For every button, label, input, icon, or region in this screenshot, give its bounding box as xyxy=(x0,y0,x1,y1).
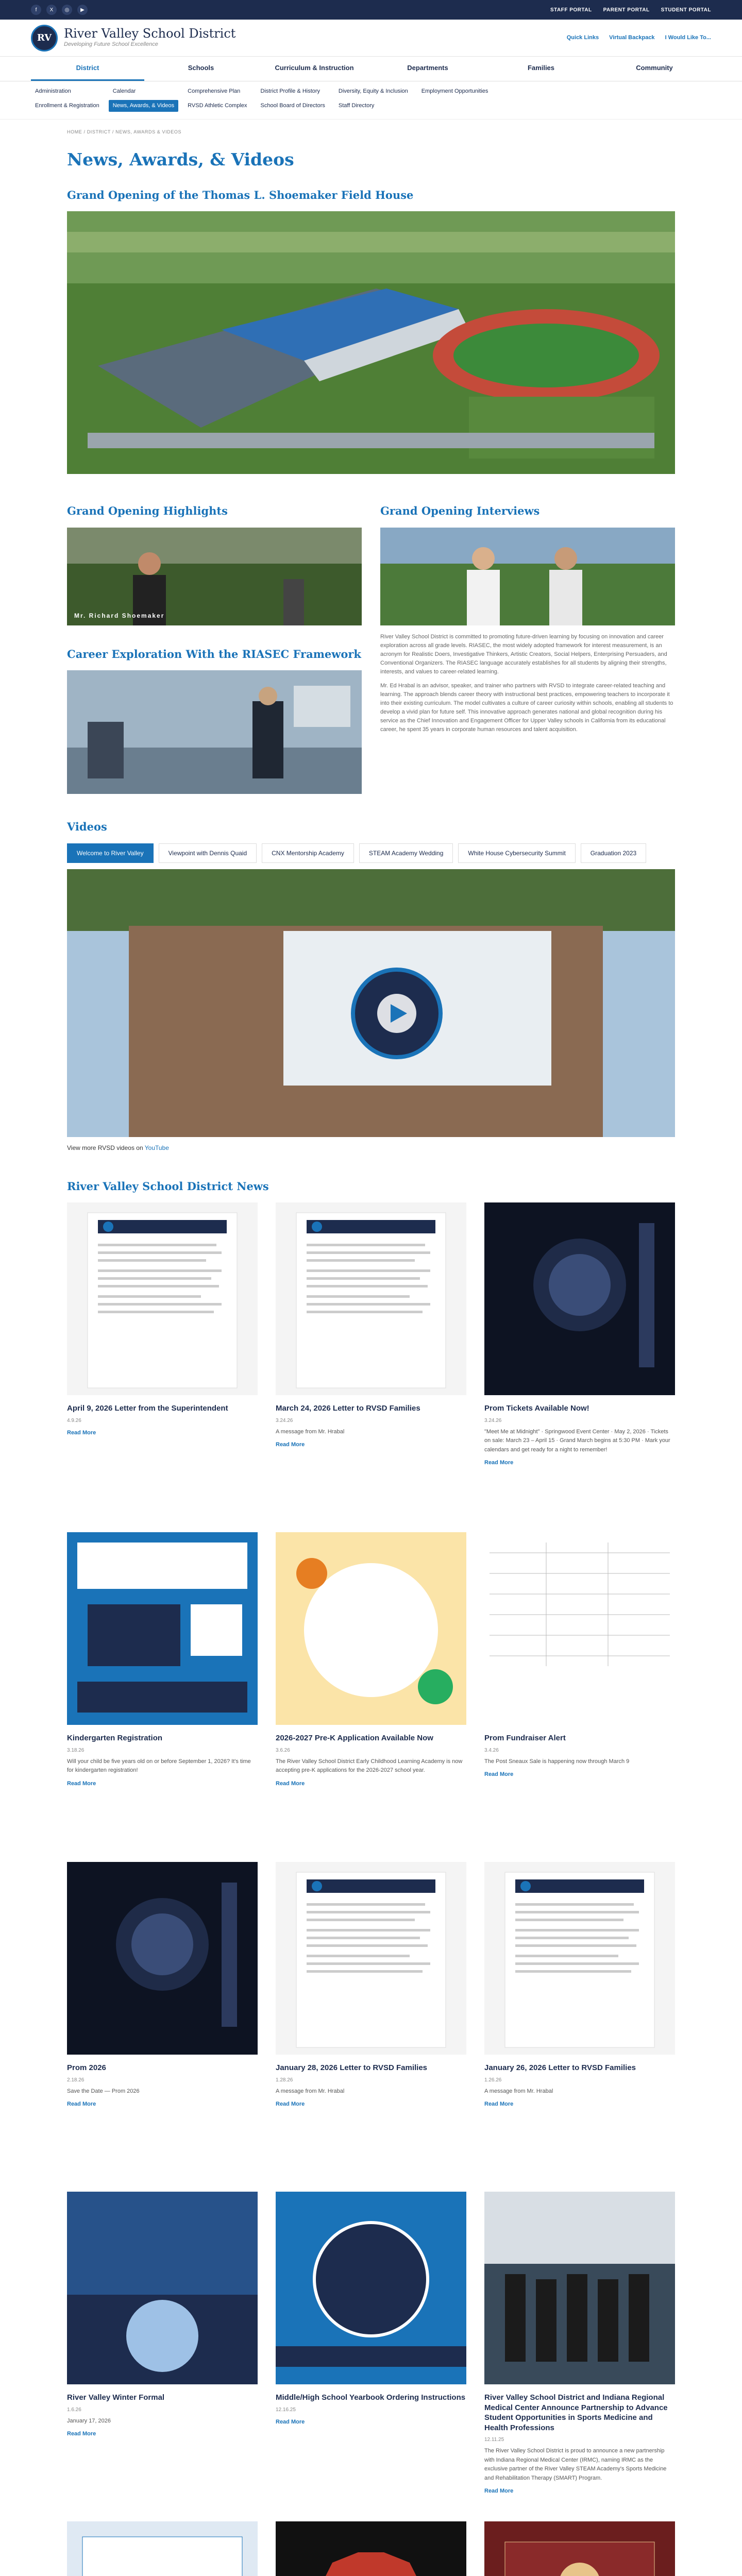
news-card-summary: A message from Mr. Hrabal xyxy=(484,2088,553,2094)
news-card-date: 3.6.26 xyxy=(276,1747,290,1753)
parent-portal-link[interactable]: PARENT PORTAL xyxy=(603,7,650,13)
news-card-summary: A message from Mr. Hrabal xyxy=(276,2088,345,2094)
news-card-summary: Will your child be five years old on or before September 1, 2026? It's time for kindergarten registration! xyxy=(67,1758,251,1774)
nav-district[interactable]: District xyxy=(31,57,144,81)
subnav-item[interactable]: School Board of Directors xyxy=(260,103,325,109)
news-card-illustration xyxy=(276,1532,466,1725)
read-more-link[interactable]: Read More xyxy=(67,2101,96,2108)
staff-portal-link[interactable]: STAFF PORTAL xyxy=(550,7,592,13)
news-card-image[interactable] xyxy=(484,2192,675,2384)
news-card-date: 12.16.25 xyxy=(276,2406,296,2413)
read-more-link[interactable]: Read More xyxy=(484,1771,514,1778)
read-more-link[interactable]: Read More xyxy=(67,2431,96,2437)
news-card-date: 3.24.26 xyxy=(276,1417,293,1423)
instagram-icon[interactable]: ◎ xyxy=(62,5,72,15)
district-subnav xyxy=(0,81,742,120)
news-card-summary: "Meet Me at Midnight" · Springwood Event Center · May 2, 2026 · Tickets on sale: March 23 – April 15 · Grand March begins at 5:30 PM · Mark your calendars and get ready for a night to remember! xyxy=(484,1428,670,1453)
news-card-title[interactable]: Kindergarten Registration xyxy=(67,1734,163,1742)
news-card-summary: The River Valley School District is proud to announce a new partnership with Indiana Regional Medical Center (IRMC), naming IRMC as the exclusive partner of the River Valley STEAM Academy's Sports Medicine and Rehabilitation Therapy (SMART) Program. xyxy=(484,2448,667,2481)
read-more-link[interactable]: Read More xyxy=(276,1780,305,1787)
news-card-image[interactable] xyxy=(67,2192,258,2384)
news-card-illustration xyxy=(67,1532,258,1725)
news-card[interactable] xyxy=(484,2192,675,2521)
page-title: News, Awards, & Videos xyxy=(67,149,294,170)
utility-menu xyxy=(567,33,711,42)
youtube-prefix: View more RVSD videos on xyxy=(67,1144,145,1151)
news-title: River Valley School District News xyxy=(67,1179,269,1193)
news-card-summary: A message from Mr. Hrabal xyxy=(276,1428,345,1435)
riasec-paragraph-2: Mr. Ed Hrabal is an advisor, speaker, and trainer who partners with RVSD to integrate career-related teaching and learning. The approach blends career theory with instructional best practices, empowering teachers to incorporate it into their existing curriculum. The model cultivates a culture of career curiosity within schools, enabling all students to develop a vivid plan for future self. This innovative approach generates national and global recognition during his service as the Chief Innovation and Engagement Officer for Upper Valley schools in California from its educational career, he spent 35 years in corporate human resources and talent acquisition. xyxy=(380,682,673,733)
news-card-date: 1.26.26 xyxy=(484,2077,502,2083)
video-frame-illustration xyxy=(67,869,675,1137)
news-card[interactable] xyxy=(276,2192,466,2521)
news-card[interactable] xyxy=(67,2521,258,2576)
district-tagline: Developing Future School Excellence xyxy=(64,41,158,48)
news-card-illustration xyxy=(484,2521,675,2576)
subnav-item[interactable]: Comprehensive Plan xyxy=(188,88,241,94)
news-card-image[interactable] xyxy=(484,2521,675,2576)
nav-departments[interactable]: Departments xyxy=(407,64,448,72)
news-card-date: 1.6.26 xyxy=(67,2406,81,2413)
news-card-summary: The River Valley School District Early Childhood Learning Academy is now accepting pre-K applications for the 2026-2027 school year. xyxy=(276,1758,463,1774)
nav-curriculum[interactable]: Curriculum & Instruction xyxy=(275,64,354,72)
news-card[interactable] xyxy=(484,1202,675,1532)
news-card-title[interactable]: January 26, 2026 Letter to RVSD Families xyxy=(484,2063,636,2072)
tab-welcome[interactable]: Welcome to River Valley xyxy=(67,843,154,863)
read-more-link[interactable]: Read More xyxy=(276,2418,305,2425)
subnav-item[interactable]: RVSD Athletic Complex xyxy=(188,103,247,109)
classroom-illustration xyxy=(67,670,362,794)
riasec-paragraph-1: River Valley School District is committed to promoting future-driven learning by focusing on innovation and career exploration across all grade levels. RIASEC, the most widely adopted framework for interest measurement, is an acronym for Realistic Doers, Investigative Thinkers, Artistic Creators, Social Helpers, Enterprising Persuaders, and Conventional Organizers. The RIASEC language accurately establishes for all students by aligning their strengths, interests, and values to career-related learning. xyxy=(380,633,667,675)
news-card-summary: January 17, 2026 xyxy=(67,2417,111,2424)
tab-viewpoint[interactable]: Viewpoint with Dennis Quaid xyxy=(159,843,257,863)
news-card-date: 2.18.26 xyxy=(67,2077,85,2083)
aerial-illustration xyxy=(67,211,675,474)
top-utility-bar xyxy=(0,0,742,20)
news-card-title[interactable]: Middle/High School Yearbook Ordering Instructions xyxy=(276,2393,466,2402)
grand-opening-media xyxy=(67,503,675,794)
read-more-link[interactable]: Read More xyxy=(484,1460,514,1466)
news-card[interactable] xyxy=(67,1862,258,2192)
highlights-video-thumb[interactable] xyxy=(67,528,362,625)
virtual-backpack-menu[interactable]: Virtual Backpack xyxy=(609,35,655,41)
youtube-line xyxy=(67,1143,675,1153)
news-card-title[interactable]: April 9, 2026 Letter from the Superintendent xyxy=(67,1404,228,1413)
news-card[interactable] xyxy=(276,1202,466,1532)
field-house-aerial-image xyxy=(67,211,675,474)
subnav-item[interactable]: Staff Directory xyxy=(338,103,375,109)
news-card-image[interactable] xyxy=(484,1202,675,1395)
news-card-image[interactable] xyxy=(276,1862,466,2055)
news-card-title[interactable]: March 24, 2026 Letter to RVSD Families xyxy=(276,1404,420,1413)
news-card-summary: The Post Sneaux Sale is happening now through March 9 xyxy=(484,1758,630,1765)
quick-links-menu[interactable]: Quick Links xyxy=(566,35,599,41)
interviews-illustration xyxy=(380,528,675,625)
videos-title: Videos xyxy=(67,820,107,833)
news-card-date: 12.11.25 xyxy=(484,2437,504,2443)
riasec-video-thumb[interactable] xyxy=(67,670,362,794)
news-card-title[interactable]: Prom 2026 xyxy=(67,2063,106,2072)
site-brand[interactable] xyxy=(31,25,235,52)
tab-steam-wedding[interactable]: STEAM Academy Wedding xyxy=(359,843,453,863)
read-more-link[interactable]: Read More xyxy=(484,2101,514,2108)
subnav-item[interactable]: District Profile & History xyxy=(260,88,321,94)
news-card-title[interactable]: River Valley Winter Formal xyxy=(67,2393,165,2402)
breadcrumb[interactable]: HOME / DISTRICT / NEWS, AWARDS & VIDEOS xyxy=(67,129,182,134)
read-more-link[interactable]: Read More xyxy=(67,1780,96,1787)
subnav-item-news-active[interactable]: News, Awards, & Videos xyxy=(109,100,178,112)
district-name: River Valley School District xyxy=(64,26,236,41)
news-card-image[interactable] xyxy=(67,1202,258,1395)
news-card[interactable] xyxy=(484,1532,675,1862)
news-card[interactable] xyxy=(67,1202,258,1532)
brand-bar xyxy=(0,20,742,57)
student-portal-link[interactable]: STUDENT PORTAL xyxy=(661,7,711,13)
news-card[interactable] xyxy=(67,1532,258,1862)
news-grid xyxy=(67,1202,675,2576)
read-more-link[interactable]: Read More xyxy=(67,1429,96,1436)
news-card-illustration xyxy=(67,1202,258,1395)
news-card-image[interactable] xyxy=(67,1862,258,2055)
riasec-title: Career Exploration With the RIASEC Framework xyxy=(67,647,361,660)
news-card-illustration xyxy=(67,2192,258,2384)
highlights-title: Grand Opening Highlights xyxy=(67,504,228,517)
news-card[interactable] xyxy=(276,1532,466,1862)
news-card-date: 3.18.26 xyxy=(67,1747,85,1753)
hero-title: Grand Opening of the Thomas L. Shoemaker Field House xyxy=(67,188,414,201)
news-card-title[interactable]: Prom Fundraiser Alert xyxy=(484,1734,566,1742)
nav-community[interactable]: Community xyxy=(636,64,673,72)
news-card-title[interactable]: Prom Tickets Available Now! xyxy=(484,1404,589,1413)
news-card-image[interactable] xyxy=(484,1862,675,2055)
district-logo: RV xyxy=(31,25,58,52)
news-card-date: 4.9.26 xyxy=(67,1417,81,1423)
interviews-title: Grand Opening Interviews xyxy=(380,504,540,517)
news-card-illustration xyxy=(276,1862,466,2055)
video-tabs xyxy=(67,843,675,863)
news-card[interactable] xyxy=(67,2192,258,2521)
news-card-illustration xyxy=(276,1202,466,1395)
news-card-date: 3.24.26 xyxy=(484,1417,502,1423)
interviews-video-thumb[interactable] xyxy=(380,528,675,625)
read-more-link[interactable]: Read More xyxy=(276,1442,305,1448)
tab-graduation[interactable]: Graduation 2023 xyxy=(581,843,646,863)
news-card-image[interactable] xyxy=(67,1532,258,1725)
subnav-item[interactable]: Calendar xyxy=(112,88,136,94)
news-card-image[interactable] xyxy=(276,2521,466,2576)
news-card-illustration xyxy=(276,2192,466,2384)
subnav-item[interactable]: Employment Opportunities xyxy=(421,88,488,94)
news-card-title[interactable]: River Valley School District and Indiana Regional Medical Center Announce Partnership to Advance Student Opportunities in Sports Medicine and Health Professions xyxy=(484,2393,668,2432)
subnav-item[interactable]: Enrollment & Registration xyxy=(35,103,99,109)
news-card-illustration xyxy=(484,1532,675,1725)
news-card-illustration xyxy=(484,1862,675,2055)
news-card-date: 3.4.26 xyxy=(484,1747,499,1753)
nav-families[interactable]: Families xyxy=(527,64,555,72)
main-navigation xyxy=(0,57,742,81)
news-card-image[interactable] xyxy=(276,1532,466,1725)
tab-cnx[interactable]: CNX Mentorship Academy xyxy=(262,843,354,863)
subnav-item[interactable]: Diversity, Equity & Inclusion xyxy=(338,88,408,94)
news-card[interactable] xyxy=(484,2521,675,2576)
news-card-illustration xyxy=(67,1862,258,2055)
subnav-item[interactable]: Administration xyxy=(35,88,71,94)
portal-links xyxy=(550,6,711,14)
news-card[interactable] xyxy=(276,2521,466,2576)
youtube-link[interactable]: YouTube xyxy=(144,1144,169,1151)
news-card-illustration xyxy=(67,2521,258,2576)
news-card-title[interactable]: January 28, 2026 Letter to RVSD Families xyxy=(276,2063,428,2072)
read-more-link[interactable]: Read More xyxy=(484,2488,514,2495)
read-more-link[interactable]: Read More xyxy=(276,2101,305,2108)
news-card-title[interactable]: 2026-2027 Pre-K Application Available Now xyxy=(276,1734,433,1742)
news-card[interactable] xyxy=(276,1862,466,2192)
news-card-image[interactable] xyxy=(276,1202,466,1395)
highlights-caption: Mr. Richard Shoemaker xyxy=(74,612,165,619)
news-card-illustration xyxy=(276,2521,466,2576)
news-card-image[interactable] xyxy=(276,2192,466,2384)
news-card-date: 1.28.26 xyxy=(276,2077,293,2083)
x-icon[interactable]: X xyxy=(46,5,57,15)
youtube-icon[interactable]: ▶ xyxy=(77,5,88,15)
news-card-illustration xyxy=(484,1202,675,1395)
tab-cybersecurity[interactable]: White House Cybersecurity Summit xyxy=(458,843,575,863)
news-card-summary: Save the Date — Prom 2026 xyxy=(67,2088,140,2094)
social-links xyxy=(31,5,88,15)
news-card-illustration xyxy=(484,2192,675,2384)
i-would-like-to-menu[interactable]: I Would Like To... xyxy=(665,35,711,41)
news-card-image[interactable] xyxy=(67,2521,258,2576)
news-card-image[interactable] xyxy=(484,1532,675,1725)
nav-schools[interactable]: Schools xyxy=(188,64,214,72)
news-card[interactable] xyxy=(484,1862,675,2192)
facebook-icon[interactable]: f xyxy=(31,5,41,15)
welcome-video-player[interactable] xyxy=(67,869,675,1137)
